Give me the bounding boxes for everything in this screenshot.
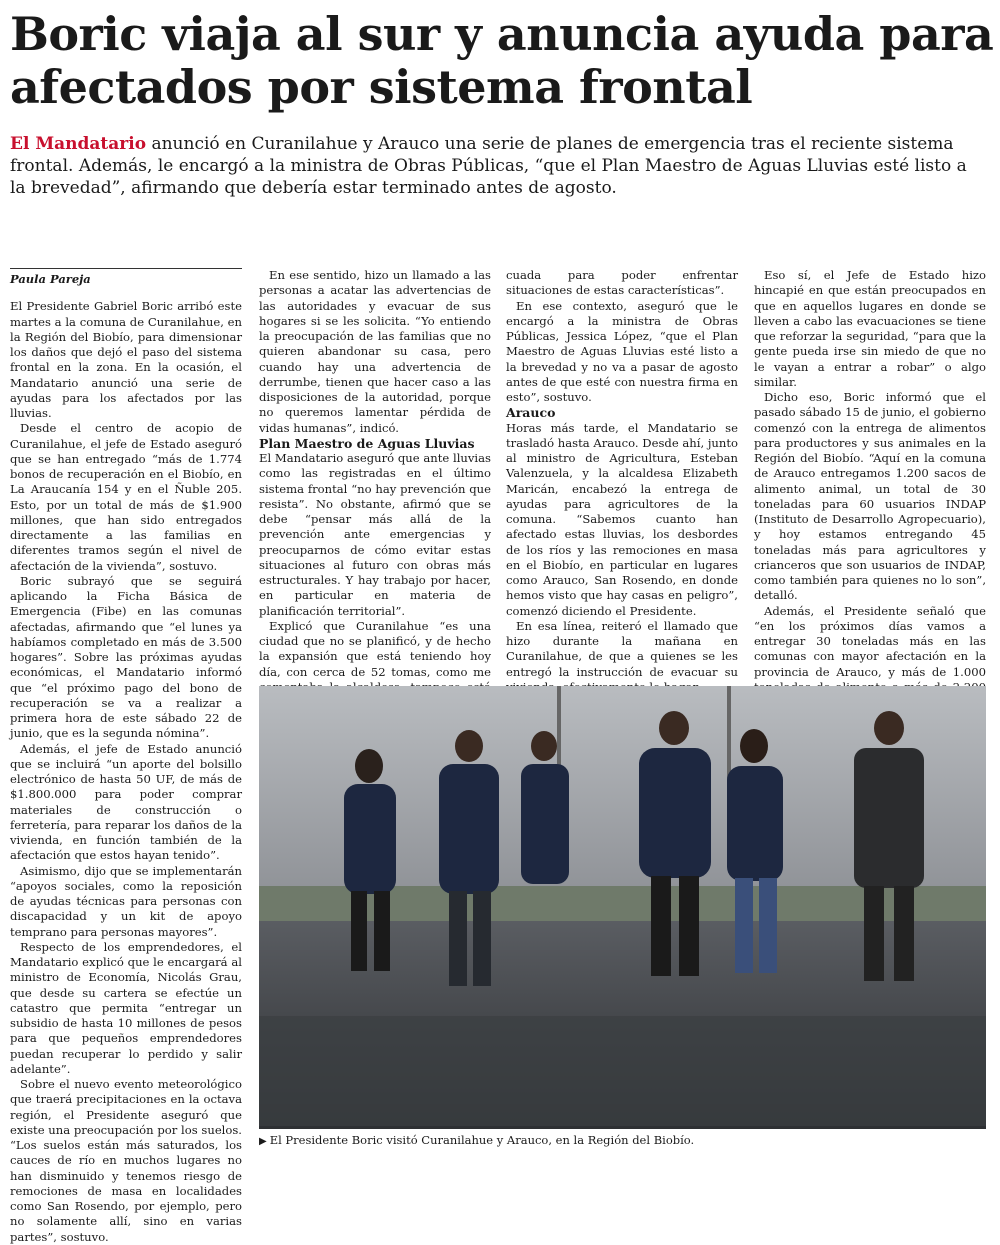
paragraph: Explicó que Curanilahue “es una ciudad que no se planificó, y de hecho la expansión que está teniendo hoy día, con cerca de 52 tomas, como me: [259, 618, 491, 679]
paragraph: Dicho eso, Boric informó que el pasado sábado 15 de junio, el gobierno comenzó con la entrega de alimentos para productores y sus animales en la Región del Biobío. “Aquí en la comuna de Arauco entregamos 1.200 sacos de alimento animal, un total de 30 toneladas para 60 usuarios INDAP (Instituto de Desarrollo Agropecuario), y hoy estamos entregando 45 toneladas más para agricultores y crianceros que son usuarios de INDAP, como también para quienes no lo son”, detalló.: [754, 390, 986, 603]
paragraph: cuada para poder enfrentar situaciones de estas características”.: [506, 268, 738, 298]
paragraph: En esa línea, reiteró el llamado que hizo durante la mañana en Curanilahue, de que a quienes se les entregó la instrucción de evacuar su: [506, 618, 738, 679]
paragraph: En ese contexto, aseguró que le encargó a la ministra de Obras Públicas, Jessica López, “que el Plan Maestro de Aguas Lluvias esté listo a la brevedad y no va a pasar de agosto antes de que esté con nuestra firma en esto”, sostuvo.: [506, 298, 738, 404]
photo-illustration: [259, 686, 986, 1129]
lead-text: anunció en Curanilahue y Arauco una serie de planes de emergencia tras el reciente sistema frontal. Además, le encargó a la ministra de Obras Públicas, “que el Plan Maestro de Aguas Lluvias esté listo a la brevedad”, afirmando que debería estar terminado antes de agosto.: [10, 134, 967, 198]
paragraph: El Mandatario aseguró que ante lluvias como las registradas en el último sistema frontal “no hay prevención que resista”. No obstante, afirmó que se debe “pensar más allá de la prevención ante emergencias y preocuparnos de cómo evitar estas situaciones al futuro con obras más estructurales. Y hay trabajo por hacer, en particular en materia de planificación territorial”.: [259, 451, 491, 618]
article-lead: [10, 133, 970, 199]
byline: Paula Pareja: [10, 268, 242, 287]
article-column-3: [506, 268, 738, 695]
paragraph: Desde el centro de acopio de Curanilahue, el jefe de Estado aseguró que se han entregado “más de 1.774 bonos de recuperación en el Biobío, en La Araucanía 154 y en el Ñuble 205. Esto, por un total de más de $1.900 millones, que han sido entregados directamente a las familias en diferentes tramos según el nivel de afectación de la vivienda”, sostuvo.: [10, 421, 242, 573]
article-column-4: [754, 268, 986, 710]
article-column-1: [10, 268, 242, 1245]
paragraph: Eso sí, el Jefe de Estado hizo hincapié en que están preocupados en que en aquellos lugares en donde se lleven a cabo las evacuaciones se tiene que reforzar la seguridad, “para que la gente pueda irse sin miedo de que no le vayan a entrar a robar” o algo similar.: [754, 268, 986, 389]
paragraph: Asimismo, dijo que se implementarán “apoyos sociales, como la reposición de ayudas técnicas para personas con discapacidad y un kit de apoyo temprano para personas mayores”.: [10, 863, 242, 939]
paragraph: El Presidente Gabriel Boric arribó este martes a la comuna de Curanilahue, en la Región del Biobío, para dimensionar los daños que dejó el paso del sistema frontal en la zona. En la ocasión, el Mandatario anunció una serie de ayudas para los afectados por las lluvias.: [10, 299, 242, 420]
subheading-plan-maestro: Plan Maestro de Aguas Lluvias: [259, 435, 475, 451]
article-photo: [259, 686, 986, 1129]
paragraph-text: Además, el Presidente señaló que “en los próximos días vamos a entregar 30 toneladas más en las comunas con mayor afectación en la provincia de Arauco, y más de 1.000: [754, 603, 986, 679]
paragraph: Respecto de los emprendedores, el Mandatario explicó que le encargará al ministro de Economía, Nicolás Grau, que desde su cartera se efectúe un catastro que permita “entregar un subsidio de hasta 10 millones de pesos para que pequeños emprendedores puedan recuperar lo perdido y salir adelante”.: [10, 939, 242, 1076]
paragraph: Sobre el nuevo evento meteorológico que traerá precipitaciones en la octava región, el Presidente aseguró que existe una preocupación por los suelos. “Los suelos están más saturados, los cauces de río en muchos lugares no han disminuido y tenemos riesgo de remociones de masa en localidades como San Rosendo, por ejemplo, pero no solamente allí, sino en varias partes”, sostuvo.: [10, 1077, 242, 1244]
paragraph: Además, el jefe de Estado anunció que se incluirá “un aporte del bolsillo electrónico de hasta 50 UF, de más de $1.800.000 para poder comprar materiales de construcción o ferretería, para reparar los daños de la vivienda, en función también de la afectación que estos hayan tenido”.: [10, 741, 242, 863]
paragraph: En ese sentido, hizo un llamado a las personas a acatar las advertencias de las autoridades y evacuar de sus hogares si se les solicita. “Yo entiendo la preocupación de las familias que no quieren abandonar su casa, pero cuando hay una advertencia de derrumbe, tienen que hacer caso a las disposiciones de la autoridad, porque no queremos lamentar pérdida de vidas humanas”, indicó.: [259, 268, 491, 435]
puddle: [259, 1016, 986, 1126]
article-column-2: [259, 268, 491, 710]
caption-text: El Presidente Boric visitó Curanilahue y Arauco, en la Región del Biobío.: [269, 1133, 695, 1147]
caption-arrow-icon: ▶: [259, 1136, 267, 1147]
subheading-arauco: Arauco: [506, 405, 556, 421]
paragraph: Boric subrayó que se seguirá aplicando la Ficha Básica de Emergencia (Fibe) en las comunas afectadas, afirmando que “el lunes ya habíamos completado en más de 3.500 hogares”. Sobre las próximas ayudas económicas, el Mandatario informó que “el próximo pago del bono de recuperación se va a realizar a primera hora de este sábado 22 de junio, que es la segunda nómina”.: [10, 573, 242, 741]
paragraph: Horas más tarde, el Mandatario se trasladó hasta Arauco. Desde ahí, junto al ministro de Agricultura, Esteban Valenzuela, y la alcaldesa Elizabeth Maricán, encabezó la entrega de ayudas para agricultores de la comuna. “Sabemos cuanto han afectado estas lluvias, los desbordes de los ríos y las remociones en masa en el Biobío, en particular en lugares como Arauco, San Rosendo, en donde hemos visto que hay casas en peligro”, comenzó diciendo el Presidente.: [506, 420, 738, 618]
lead-kicker: El Mandatario: [10, 134, 147, 154]
article-headline: Boric viaja al sur y anuncia ayuda para afectados por sistema frontal: [10, 7, 994, 114]
photo-caption: [259, 1133, 986, 1149]
